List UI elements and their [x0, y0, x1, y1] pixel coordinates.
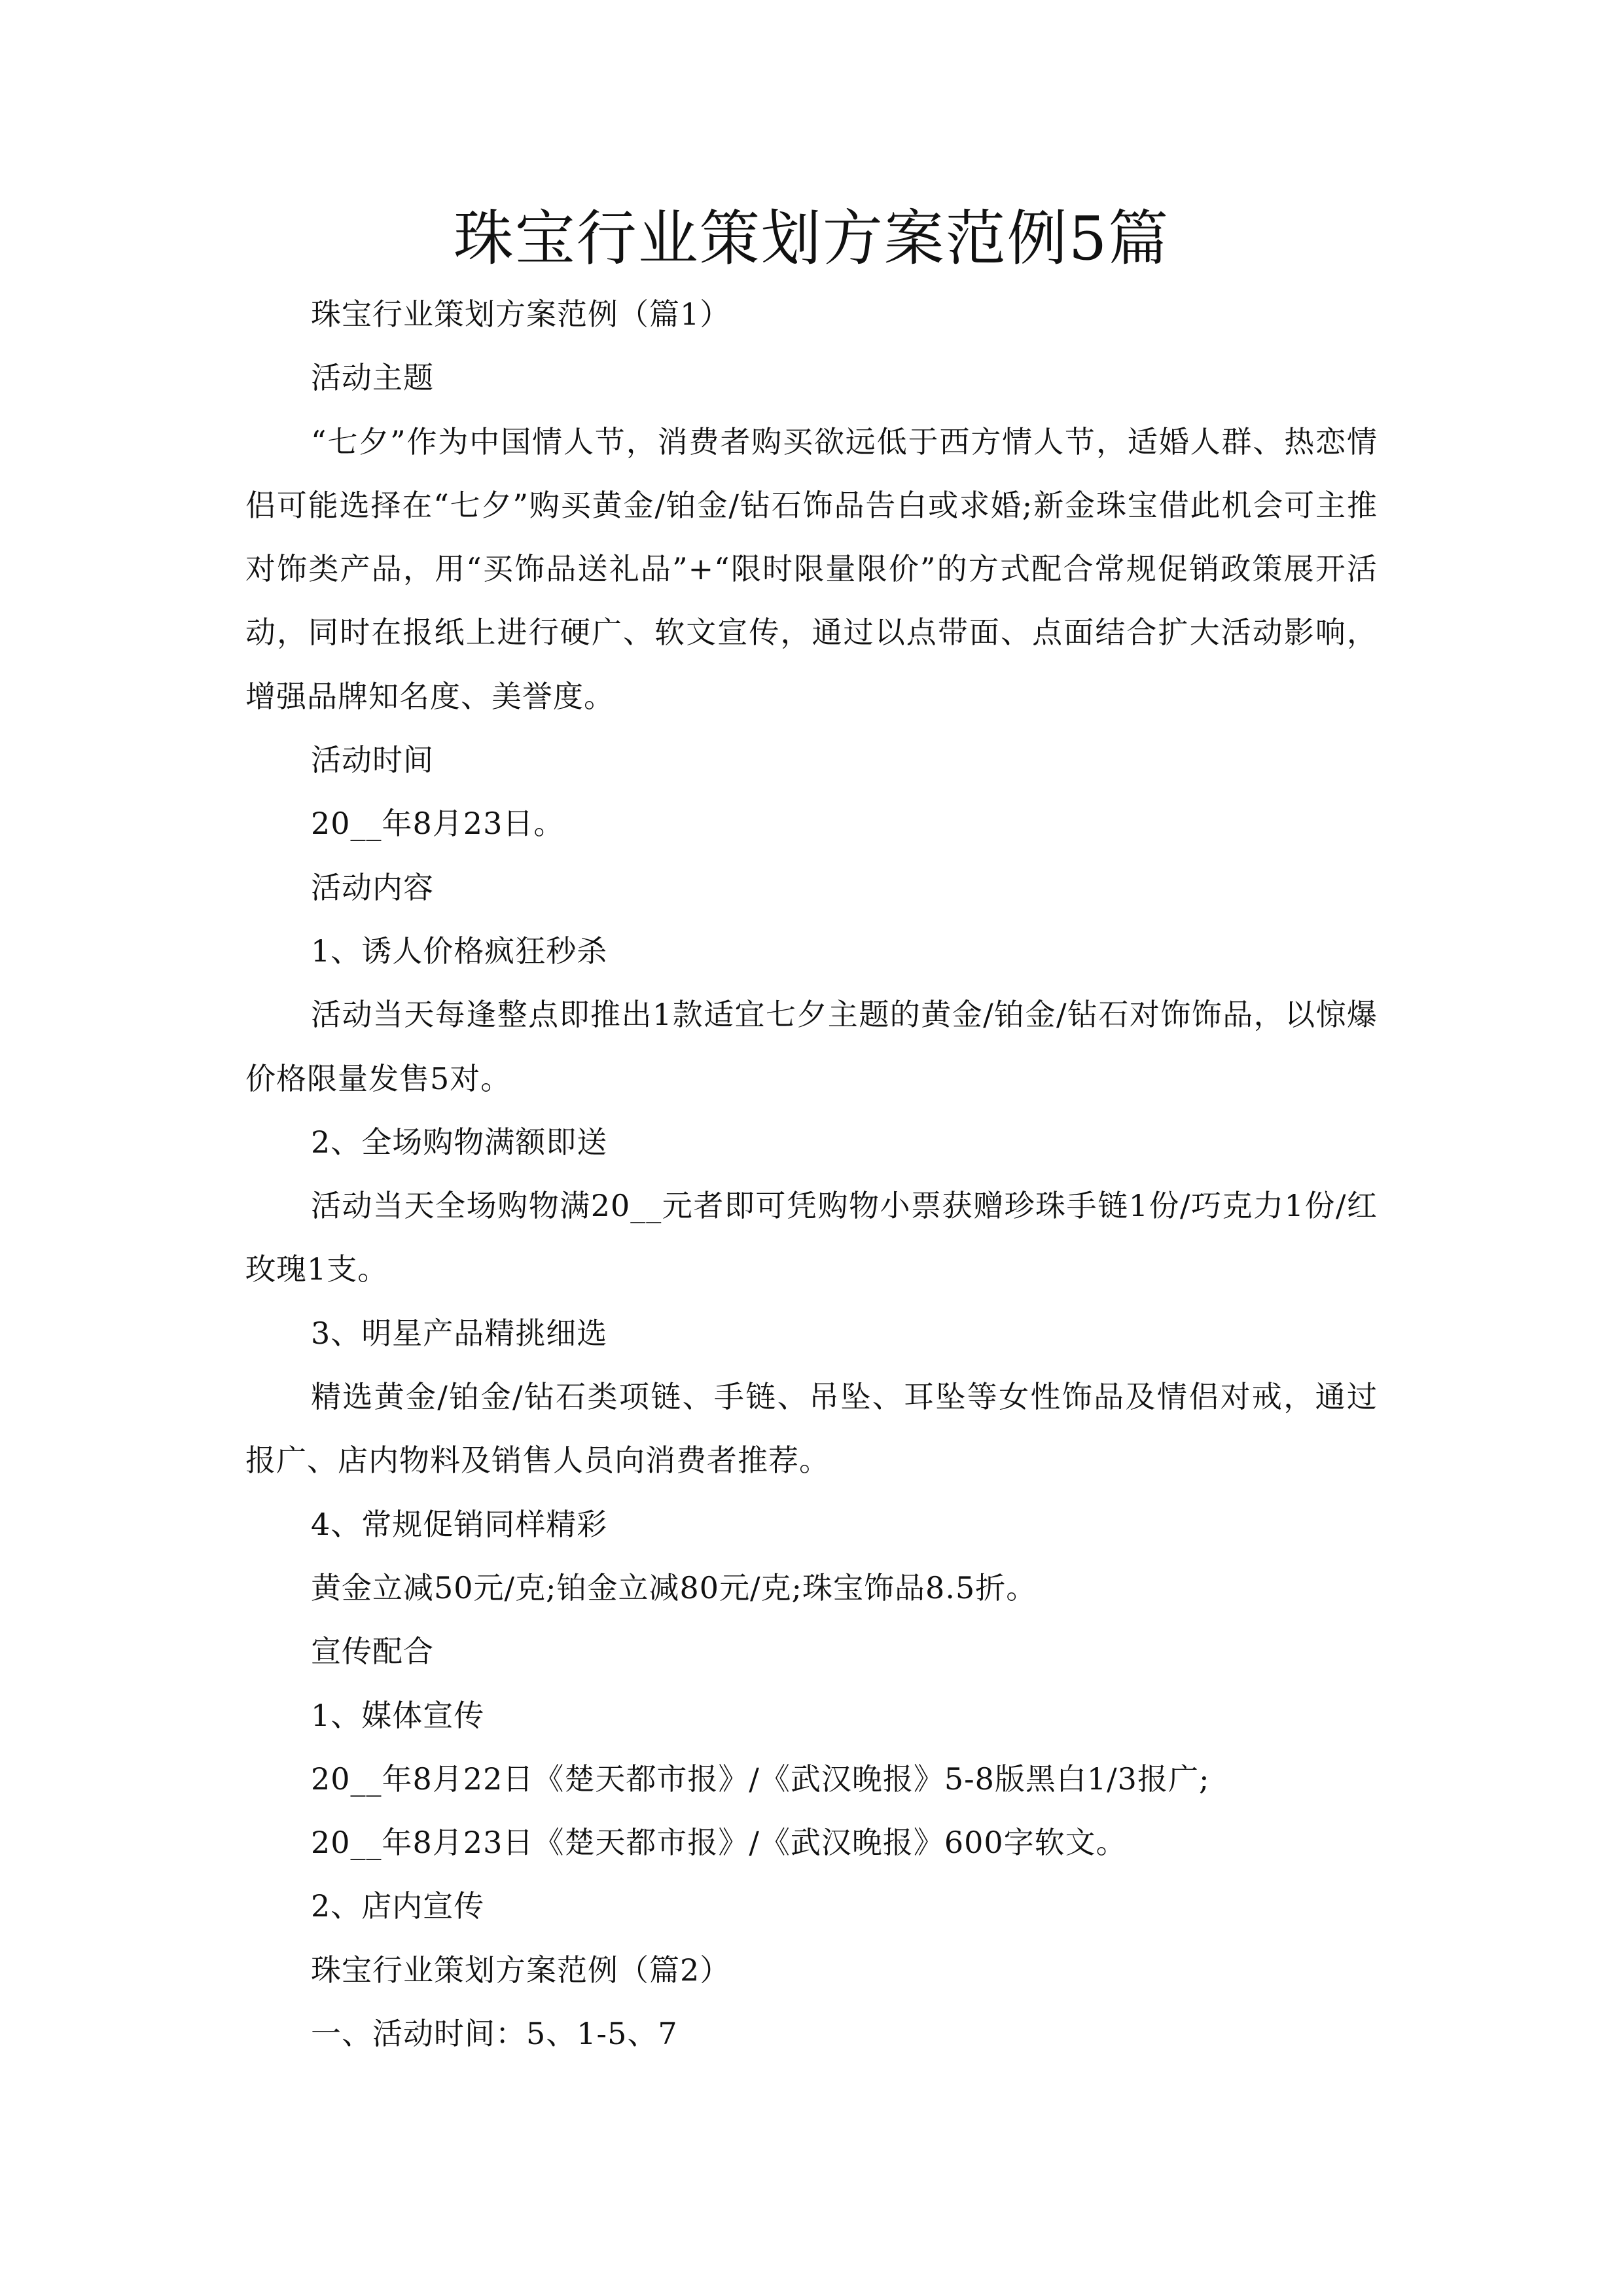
- section-heading-1: 珠宝行业策划方案范例（篇1）: [311, 296, 731, 332]
- list-heading-media: 1、媒体宣传: [311, 1697, 485, 1733]
- paragraph-flash-sale: 活动当天每逢整点即推出1款适宜七夕主题的黄金/铂金/钻石对饰饰品，以惊爆价格限量发售5对。: [245, 997, 1378, 1096]
- paragraph-gift-offer: 活动当天全场购物满20__元者即可凭购物小票获赠珍珠手链1份/巧克力1份/红玫瑰1支。: [245, 1188, 1378, 1287]
- section-heading-2: 珠宝行业策划方案范例（篇2）: [311, 1952, 731, 1988]
- list-heading-2: 2、全场购物满额即送: [311, 1124, 608, 1160]
- subheading-activity-content: 活动内容: [311, 869, 434, 905]
- subheading-publicity: 宣传配合: [311, 1634, 434, 1670]
- document-title: 珠宝行业策划方案范例5篇: [453, 204, 1170, 274]
- subheading-activity-time: 活动时间: [311, 742, 434, 778]
- list-heading-in-store: 2、店内宣传: [311, 1888, 485, 1924]
- paragraph-activity-date: 20__年8月23日。: [311, 806, 565, 842]
- list-heading-4: 4、常规促销同样精彩: [311, 1506, 608, 1542]
- paragraph-activity-theme: “七夕”作为中国情人节，消费者购买欲远低于西方情人节，适婚人群、热恋情侣可能选择在“七夕”购买黄金/铂金/钻石饰品告白或求婚;新金珠宝借此机会可主推对饰类产品，用“买饰品送礼品”+“限时限量限价”的方式配合常规促销政策展开活动，同时在报纸上进行硬广、软文宣传，通过以点带面、点面结合扩大活动影响，增强品牌知名度、美誉度。: [245, 423, 1378, 714]
- paragraph-star-products: 精选黄金/铂金/钻石类项链、手链、吊坠、耳坠等女性饰品及情侣对戒，通过报广、店内物料及销售人员向消费者推荐。: [245, 1379, 1378, 1479]
- paragraph-media-ad-2: 20__年8月23日《楚天都市报》/《武汉晚报》600字软文。: [311, 1825, 1127, 1861]
- subheading-activity-theme: 活动主题: [311, 360, 434, 396]
- list-heading-1: 1、诱人价格疯狂秒杀: [311, 933, 608, 969]
- paragraph-media-ad-1: 20__年8月22日《楚天都市报》/《武汉晚报》5-8版黑白1/3报广;: [311, 1761, 1210, 1797]
- list-heading-3: 3、明星产品精挑细选: [311, 1315, 608, 1351]
- paragraph-activity-time-2: 一、活动时间：5、1-5、7: [311, 2016, 678, 2052]
- document-body: [245, 283, 1378, 2066]
- paragraph-regular-promo: 黄金立减50元/克;铂金立减80元/克;珠宝饰品8.5折。: [311, 1570, 1037, 1605]
